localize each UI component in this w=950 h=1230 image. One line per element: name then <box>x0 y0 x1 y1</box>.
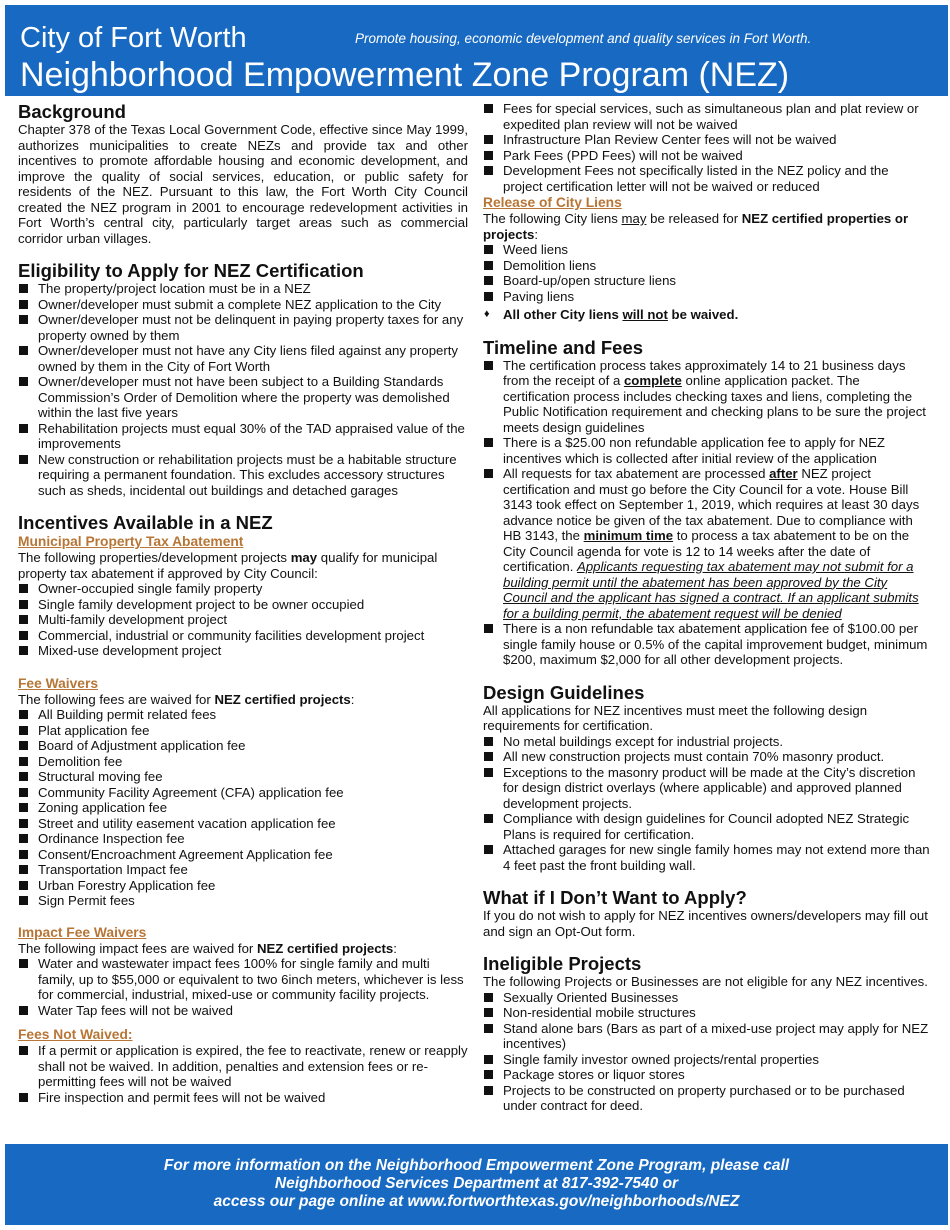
design-list <box>483 734 930 874</box>
list-item: Board of Adjustment application fee <box>18 738 468 754</box>
list-item: Multi-family development project <box>18 612 468 628</box>
list-item: Development Fees not specifically listed in the NEZ policy and the project certification letter will not be waived or reduced <box>483 163 930 194</box>
incentives-section <box>18 512 468 1105</box>
city-name: City of Fort Worth <box>20 22 247 54</box>
not-waived-list-left <box>18 1043 468 1105</box>
list-item: There is a non refundable tax abatement application fee of $100.00 per single family house or 0.5% of the capital improvement budget, minimum $200, maximum $2,000 for all other development projects. <box>483 621 930 668</box>
section-title: Timeline and Fees <box>483 336 644 358</box>
design-intro: All applications for NEZ incentives must meet the following design requirements for certification. <box>483 702 868 733</box>
list-item: Fees for special services, such as simultaneous plan and plat review or expedited plan review will not be waived <box>483 101 930 132</box>
list-item: Mixed-use development project <box>18 643 468 659</box>
list-item: Urban Forestry Application fee <box>18 878 468 894</box>
list-item: Stand alone bars (Bars as part of a mixed-use project may apply for NEZ incentives) <box>483 1021 930 1052</box>
text: online application packet. The certification process includes checking taxes and liens, completing the Public Notification requirement and checking plans to be sure the project meets design guidelines <box>503 373 926 435</box>
list-item: Water Tap fees will not be waived <box>18 1003 468 1019</box>
text: be released for <box>646 211 742 226</box>
text: : <box>534 226 538 242</box>
text: be waived. <box>667 307 739 322</box>
list-item: Owner/developer must submit a complete NEZ application to the City <box>18 297 468 313</box>
page-header <box>5 5 948 96</box>
text-underline: will not <box>622 307 668 322</box>
list-item: All Building permit related fees <box>18 707 468 723</box>
list-item: Weed liens <box>483 242 930 258</box>
ineligible-section <box>483 953 930 1114</box>
section-title: What if I Don’t Want to Apply? <box>483 887 747 908</box>
impact-intro <box>18 941 468 957</box>
background-section <box>18 101 468 246</box>
text-bold: complete <box>623 373 682 388</box>
text: The following City liens <box>483 211 622 226</box>
fee-list <box>18 707 468 909</box>
background-text: Chapter 378 of the Texas Local Government Code, effective since May 1999, authorizes municipalities to create NEZs and provide tax and other incentives to promote affordable housing and economic development, and improve the quality of social services, education, or public safety for residents of the NEZ. Pursuant to this law, the Fort Worth City Council created the NEZ program in 2001 to encourage redevelopment activities in Fort Worth’s central city, particularly target areas such as commercial corridor urban villages. <box>18 122 468 246</box>
eligibility-section <box>18 260 468 498</box>
liens-note <box>483 307 930 323</box>
text-bold: NEZ certified projects <box>214 691 351 707</box>
subsection-title: Impact Fee Waivers <box>18 924 147 940</box>
list-item: Commercial, industrial or community facilities development project <box>18 628 468 644</box>
text-bold: after <box>769 466 798 481</box>
text: : <box>393 940 397 956</box>
list-item: Infrastructure Plan Review Center fees will not be waived <box>483 132 930 148</box>
list-item: Demolition fee <box>18 754 468 770</box>
program-title: Neighborhood Empowerment Zone Program (NEZ) <box>20 56 790 94</box>
text: All other City liens <box>503 307 623 322</box>
list-item: Consent/Encroachment Agreement Application fee <box>18 847 468 863</box>
text-italic: Applicants requesting tax abatement may not submit for a building permit until the abatement has been approved by the City Council and the applicant has signed a contract. If an applicant submits for a building permit, the abatement request will be denied <box>503 559 919 621</box>
liens-section <box>483 195 930 323</box>
list-item: Sign Permit fees <box>18 893 468 909</box>
list-item: Plat application fee <box>18 723 468 739</box>
timeline-section <box>483 337 930 668</box>
list-item: Exceptions to the masonry product will be made at the City’s discretion for design district overlays (where applicable) and approved planned development projects. <box>483 765 930 812</box>
list-item: Package stores or liquor stores <box>483 1067 930 1083</box>
list-item: New construction or rehabilitation projects must be a habitable structure requiring a permanent foundation. This excludes accessory structures such as sheds, incidental out buildings and detached garages <box>18 452 468 499</box>
subsection-title: Municipal Property Tax Abatement <box>18 534 244 549</box>
footer-line: Neighborhood Services Department at 817-392-7540 or <box>274 1175 679 1192</box>
section-title: Ineligible Projects <box>483 953 642 974</box>
optout-text: If you do not wish to apply for NEZ incentives owners/developers may fill out and sign an Opt-Out form. <box>483 908 928 939</box>
eligibility-list <box>18 281 468 498</box>
section-title: Design Guidelines <box>483 681 645 703</box>
footer-line: For more information on the Neighborhood Empowerment Zone Program, please call <box>163 1157 790 1174</box>
text: qualify for municipal property tax abatement if approved by City Council: <box>18 550 438 581</box>
not-waived-list-right <box>483 101 930 194</box>
ineligible-list <box>483 990 930 1114</box>
text: NEZ project certification and must go before the City Council for a vote. House Bill 3143 took effect on September 1, 2019, which requires at least 30 days advance notice be given of the tax abatement. Due to compliance with HB 3143, the <box>503 466 920 543</box>
ineligible-intro: The following Projects or Businesses are not eligible for any NEZ incentives. <box>483 974 928 989</box>
list-item: Non-residential mobile structures <box>483 1005 930 1021</box>
list-item: If a permit or application is expired, the fee to reactivate, renew or reapply shall not be waived. In addition, penalties and extension fees or re-permitting fees will not be waived <box>18 1043 468 1090</box>
list-item: Attached garages for new single family homes may not extend more than 4 feet past the front building wall. <box>483 842 930 873</box>
list-item: Community Facility Agreement (CFA) application fee <box>18 785 468 801</box>
text-bold: NEZ certified properties or projects <box>483 211 909 242</box>
timeline-list <box>483 358 930 668</box>
list-item: Park Fees (PPD Fees) will not be waived <box>483 148 930 164</box>
list-item: Street and utility easement vacation application fee <box>18 816 468 832</box>
liens-intro <box>483 211 930 242</box>
list-item: Single family investor owned projects/rental properties <box>483 1052 930 1068</box>
list-item: Owner-occupied single family property <box>18 581 468 597</box>
list-item: Transportation Impact fee <box>18 862 468 878</box>
text: : <box>350 691 355 707</box>
list-item: No metal buildings except for industrial projects. <box>483 734 930 750</box>
list-item: Demolition liens <box>483 258 930 274</box>
list-item: Rehabilitation projects must equal 30% of the TAD appraised value of the improvements <box>18 421 468 452</box>
list-item: Structural moving fee <box>18 769 468 785</box>
text-bold: minimum time <box>583 528 674 543</box>
right-column <box>483 101 930 1114</box>
text: The following properties/development projects <box>18 550 291 565</box>
text-bold: NEZ certified projects <box>256 940 394 956</box>
text: The following fees are waived for <box>18 691 215 707</box>
list-item: Owner/developer must not have been subject to a Building Standards Commission’s Order of Demolition where the property was demolished within the last five years <box>18 374 468 421</box>
list-item: Water and wastewater impact fees 100% for single family and multi family, up to $55,000 or equivalent to two 6inch meters, whichever is less for commercial, industrial, mixed-use or community facility projects. <box>18 956 468 1003</box>
list-item: Fire inspection and permit fees will not be waived <box>18 1090 468 1106</box>
tax-list <box>18 581 468 659</box>
subsection-title: Fee Waivers <box>18 675 99 691</box>
list-item: Owner/developer must not have any City liens filed against any property owned by them in the City of Fort Worth <box>18 343 468 374</box>
text: to process a tax abatement to be on the City Council agenda for vote is 12 to 14 weeks after the date of certification. <box>503 528 910 574</box>
impact-list <box>18 956 468 1018</box>
text-underline: may <box>621 211 647 226</box>
section-title: Eligibility to Apply for NEZ Certification <box>18 260 364 281</box>
subsection-title: Release of City Liens <box>483 195 622 210</box>
page-footer <box>5 1144 948 1225</box>
section-title: Incentives Available in a NEZ <box>18 512 273 533</box>
tagline: Promote housing, economic development and quality services in Fort Worth. <box>355 31 812 46</box>
text-bold: may <box>290 550 318 565</box>
design-section <box>483 682 930 874</box>
section-title: Background <box>18 101 126 122</box>
list-item: All new construction projects must contain 70% masonry product. <box>483 749 930 765</box>
list-item: Compliance with design guidelines for Council adopted NEZ Strategic Plans is required for certification. <box>483 811 930 842</box>
fee-intro <box>18 692 468 708</box>
optout-section <box>483 887 930 939</box>
list-item: Zoning application fee <box>18 800 468 816</box>
text: The following impact fees are waived for <box>18 940 257 956</box>
text: All requests for tax abatement are processed <box>503 466 770 481</box>
list-item: Owner/developer must not be delinquent in paying property taxes for any property owned by them <box>18 312 468 343</box>
list-item: There is a $25.00 non refundable application fee to apply for NEZ incentives which is collected after initial review of the application <box>483 435 930 466</box>
text: The certification process takes approximately 14 to 21 business days from the receipt of a <box>503 357 906 388</box>
list-item <box>483 466 930 621</box>
list-item: Board-up/open structure liens <box>483 273 930 289</box>
list-item <box>483 358 930 436</box>
list-item: Paving liens <box>483 289 930 305</box>
list-item: Projects to be constructed on property purchased or to be purchased under contract for deed. <box>483 1083 930 1114</box>
list-item: Single family development project to be owner occupied <box>18 597 468 613</box>
left-column <box>18 101 468 1105</box>
list-item: Ordinance Inspection fee <box>18 831 468 847</box>
list-item: The property/project location must be in a NEZ <box>18 281 468 297</box>
footer-line: access our page online at www.fortworthtexas.gov/neighborhoods/NEZ <box>213 1193 740 1210</box>
liens-list <box>483 242 930 304</box>
subsection-title: Fees Not Waived: <box>18 1027 133 1042</box>
tax-intro <box>18 550 468 581</box>
list-item: Sexually Oriented Businesses <box>483 990 930 1006</box>
